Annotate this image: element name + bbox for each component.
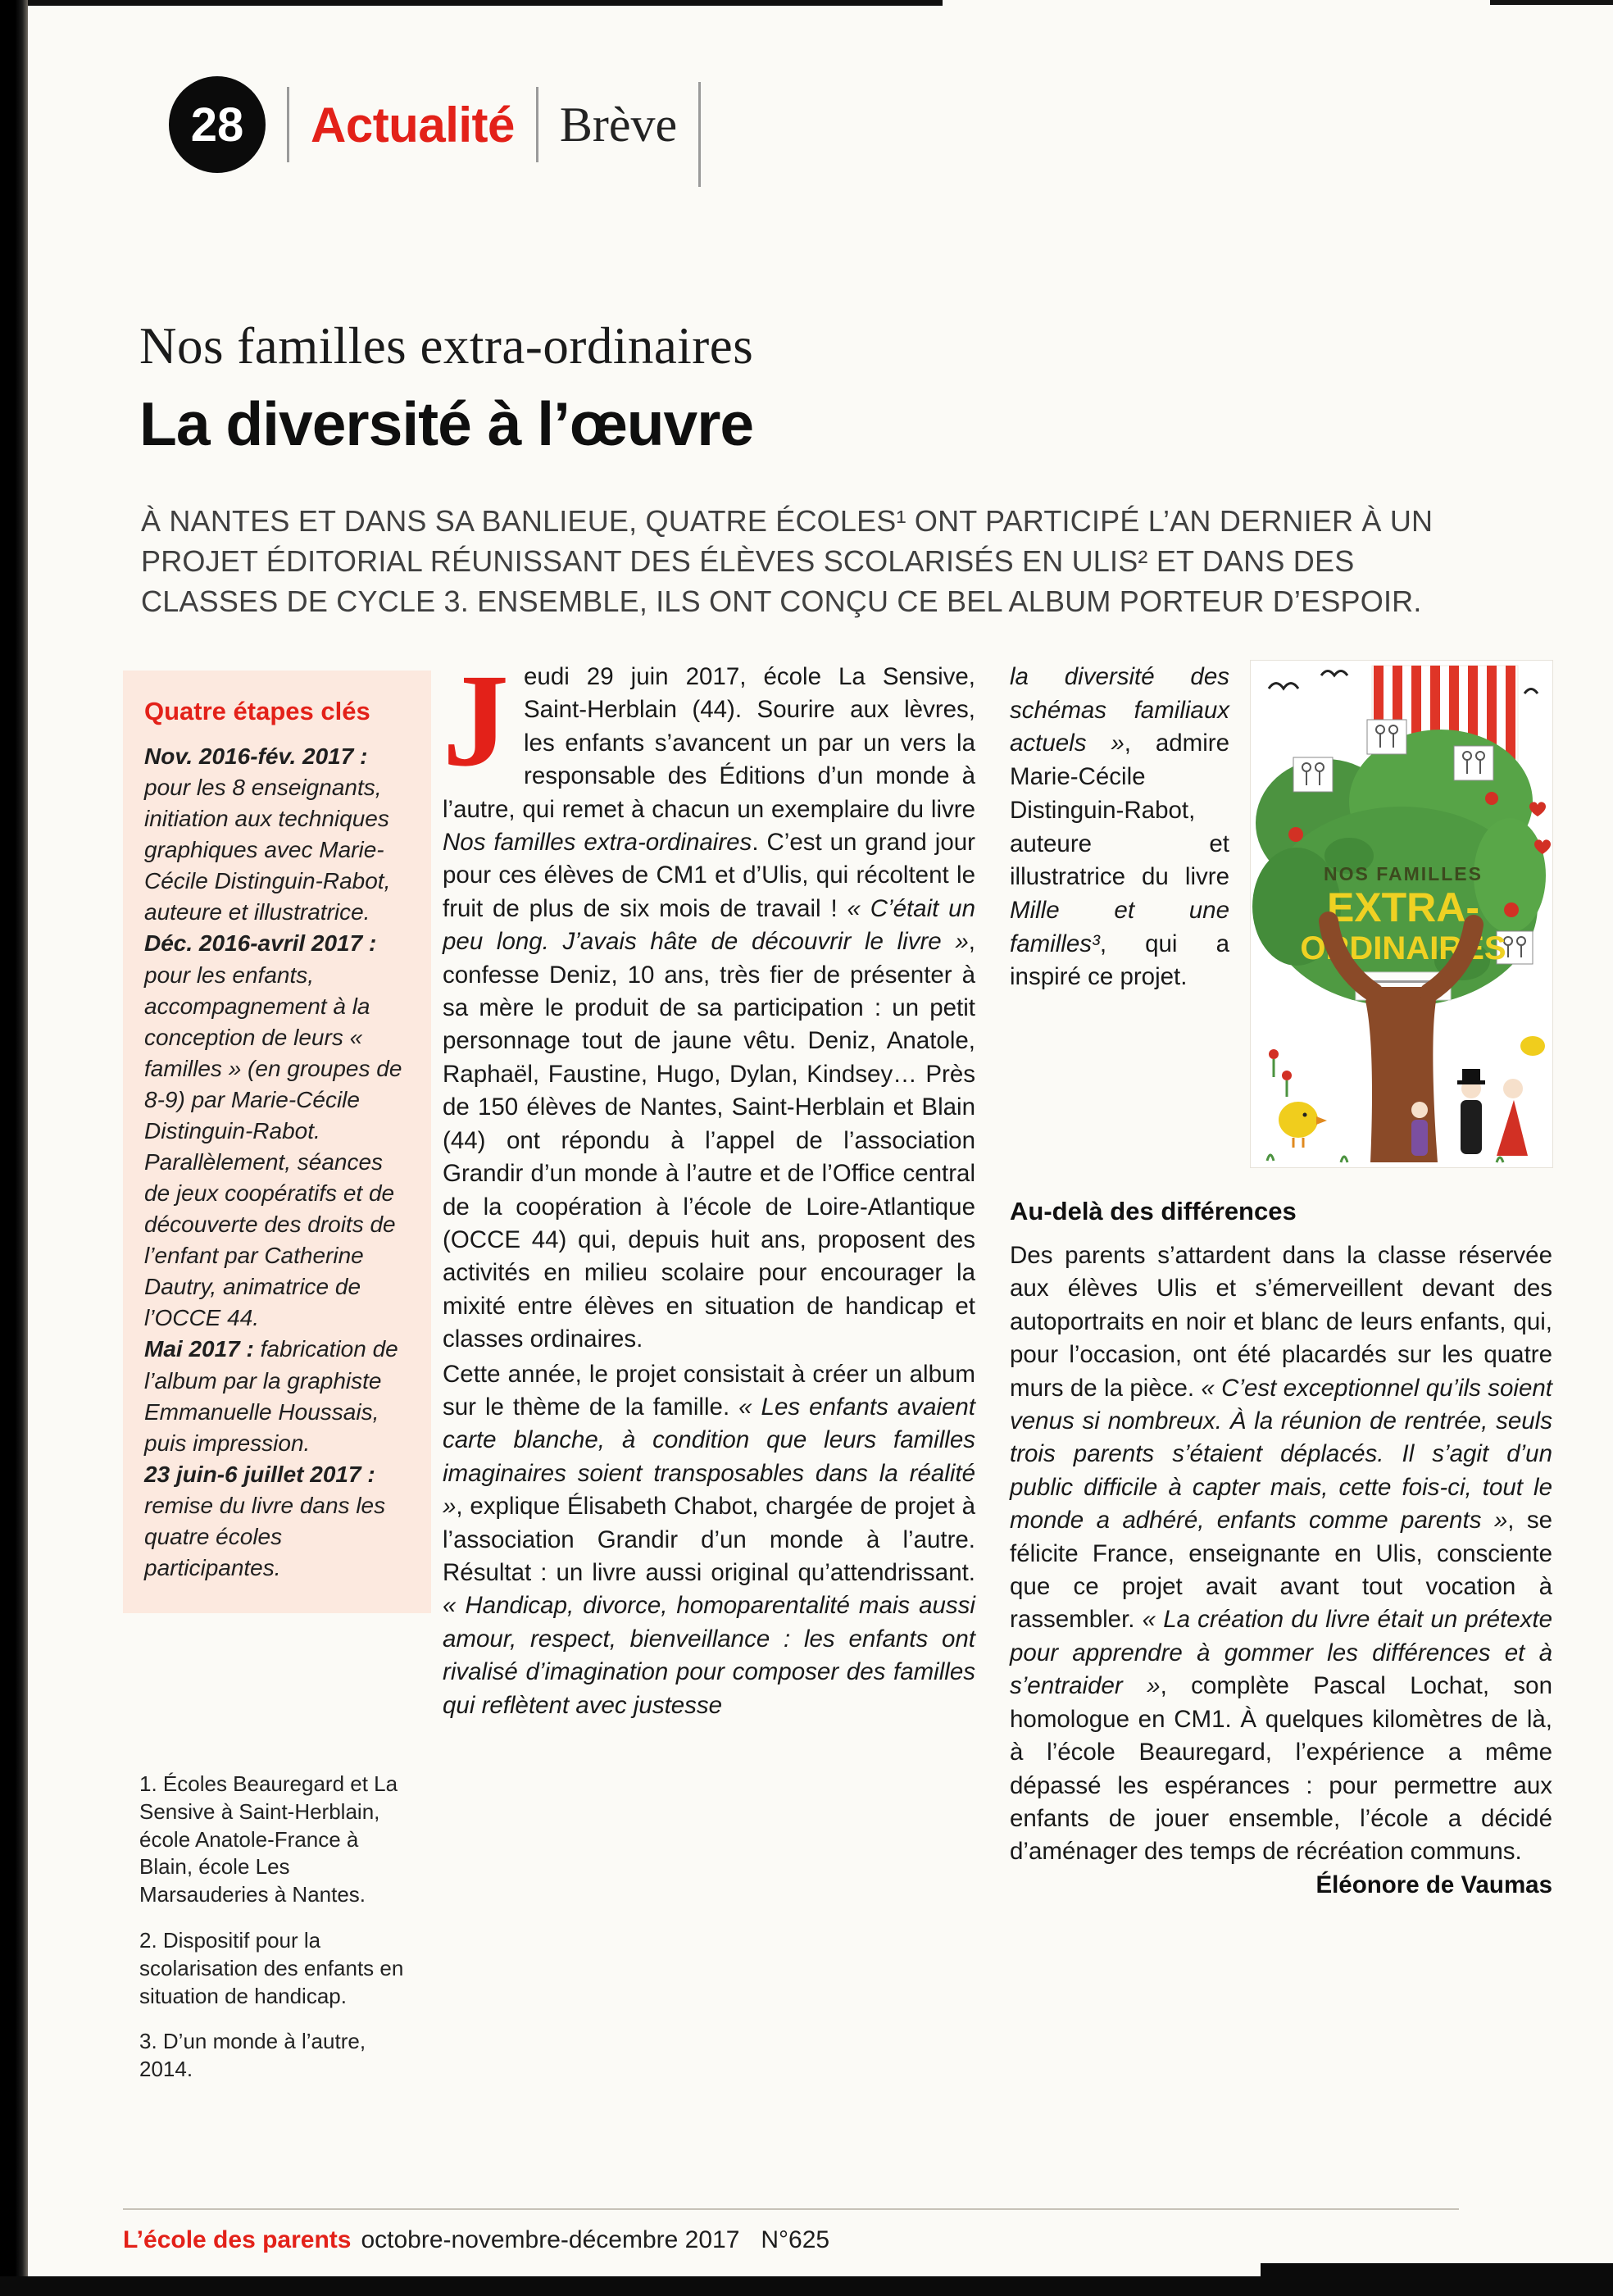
scan-edge-top xyxy=(0,0,943,6)
step-text: remise du livre dans les quatre écoles participantes. xyxy=(144,1492,386,1581)
sidebar-step xyxy=(144,741,410,928)
article-paragraph xyxy=(1010,661,1229,994)
step-date: Déc. 2016-avril 2017 : xyxy=(144,930,377,957)
paragraph-text: Des parents s’attardent dans la classe réservée aux élèves Ulis et s’émerveillent devant des autoportraits en noir et blanc de leurs enfants, qui, pour l’occasion, ont été placardés sur les quatre murs de la pièce. « C’est exceptionnel qu’ils soient venus si nombreux. À la réunion de rentrée, seuls trois parents s’étaient déplacés. Il s’agit d’un public difficile à capter mais, cette fois-ci, tout le monde a adhéré, enfants comme parents », se félicite France, enseignante en Ulis, consciente que ce projet avait avant tout vocation à rassembler. « La création du livre était un prétexte pour apprendre à gommer les différences et à s’entraider », complète Pascal Lochat, son homologue en CM1. À quelques kilomètres de là, à l’école Beauregard, l’expérience a même dépassé les espérances : pour permettre aux enfants de jouer ensemble, l’école a décidé d’aménager des temps de récréation communs. xyxy=(1010,1242,1553,1866)
scan-edge-top-right xyxy=(1490,0,1613,5)
scan-edge-bottom-right xyxy=(1261,2263,1613,2296)
footnote-2: 2. Dispositif pour la scolarisation des enfants en situation de handicap. xyxy=(139,1927,404,2008)
paragraph-text: la diversité des schémas familiaux actuels », admire Marie-Cécile Distinguin-Rabot, auteure et illustratrice du livre Mille et une familles³, qui a inspiré ce projet. xyxy=(1010,663,1229,991)
article-paragraph xyxy=(443,648,975,1357)
header-divider xyxy=(536,87,538,162)
step-date: 23 juin-6 juillet 2017 : xyxy=(144,1461,375,1487)
groom-figure xyxy=(1457,1069,1485,1154)
header-divider xyxy=(698,82,701,187)
issue-date: octobre-novembre-décembre 2017 xyxy=(361,2226,740,2253)
footnote-3: 3. D’un monde à l’autre, 2014. xyxy=(139,2029,366,2082)
article-paragraph xyxy=(1010,1239,1553,1898)
paragraph-text: Cette année, le projet consistait à créer un album sur le thème de la famille. « Les enfants avaient carte blanche, à condition que leurs familles imaginaires soient transposables dans la réalité », explique Élisabeth Chabot, chargée de projet à l’association Grandir d’un monde à l’autre. Résultat : un livre aussi original qu’attendrissant. « Handicap, divorce, homoparentalité mais aussi amour, respect, bienveillance : les enfants ont rivalisé d’imagination pour composer des familles qui reflètent avec justesse xyxy=(443,1360,975,1719)
step-date: Nov. 2016-fév. 2017 : xyxy=(144,743,368,769)
sidebar-step xyxy=(144,1459,410,1584)
step-text: fabrication de l’album par la graphiste Emmanuelle Houssais, puis impression. xyxy=(144,1336,398,1456)
article-main-title: La diversité à l’œuvre xyxy=(139,389,754,458)
book-cover-illustration xyxy=(1251,661,1552,1167)
article-kicker-title: Nos familles extra-ordinaires xyxy=(139,317,754,375)
dropcap-letter: J xyxy=(443,648,509,794)
section-label: Actualité xyxy=(311,97,515,152)
step-text: pour les enfants, accompagnement à la conception de leurs « familles » (en groupes de 8-9) par Marie-Cécile Distinguin-Rabot. Parallèlement, séances de jeux coopératifs et de découverte des droits de l’enfant par Catherine Dautry, animatrice de l’OCCE 44. xyxy=(144,962,402,1331)
article-standfirst: À NANTES ET DANS SA BANLIEUE, QUATRE ÉCOLES¹ ONT PARTICIPÉ L’AN DERNIER À UN PROJET ÉDITORIAL RÉUNISSANT DES ÉLÈVES SCOLARISÉS EN ULIS² ET DANS DES CLASSES DE CYCLE 3. ENSEMBLE, ILS ONT CONÇU CE BEL ALBUM PORTEUR D’ESPOIR. xyxy=(141,504,1434,618)
article-column-middle xyxy=(443,648,975,1722)
right-column-top xyxy=(1010,661,1552,1167)
footnote-1: 1. Écoles Beauregard et La Sensive à Saint-Herblain, école Anatole-France à Blain, école Les Marsauderies à Nantes. xyxy=(139,1771,398,1907)
yellow-bird xyxy=(1520,1036,1545,1056)
magazine-name: L’école des parents xyxy=(123,2226,352,2253)
sidebar-title: Quatre étapes clés xyxy=(144,697,370,725)
page-header xyxy=(169,62,722,187)
author-byline: Éléonore de Vaumas xyxy=(1315,1871,1552,1898)
scan-edge-left xyxy=(0,0,28,2296)
book-title-line3: ORDINAIRES xyxy=(1300,930,1506,966)
paragraph-text: eudi 29 juin 2017, école La Sensive, Saint-Herblain (44). Sourire aux lèvres, les enfants s’avancent un par un vers la responsable des Éditions d’un monde à l’autre, qui remet à chacun un exemplaire du livre Nos familles extra-ordinaires. C’est un grand jour pour ces élèves de CM1 et d’Ulis, qui récoltent le fruit de plus de six mois de travail ! « C’était un peu long. J’avais hâte de découvrir le livre », confesse Deniz, 10 ans, très fier de présenter à sa mère le produit de sa participation : un petit personnage tout de jaune vêtu. Deniz, Anatole, Raphaël, Faustine, Hugo, Dylan, Kindsey… Près de 150 élèves de Nantes, Saint-Herblain et Blain (44) ont répondu à l’appel de l’association Grandir d’un monde à l’autre et de l’Office central de la coopération à l’école de Loire-Atlantique (OCCE 44) qui, depuis huit ans, proposent des activités en milieu scolaire pour encourager la mixité entre élèves en situation de handicap et classes ordinaires. xyxy=(443,663,975,1353)
book-title-line2: EXTRA- xyxy=(1326,884,1480,930)
step-date: Mai 2017 : xyxy=(144,1336,261,1362)
sidebar-step xyxy=(144,1334,410,1458)
page-footer xyxy=(123,2208,1459,2254)
sidebar-step xyxy=(144,928,410,1334)
issue-number: N°625 xyxy=(761,2226,830,2253)
article-column-right xyxy=(1010,661,1552,1902)
page-number-badge: 28 xyxy=(169,76,266,173)
article-subhead: Au-delà des différences xyxy=(1010,1197,1297,1225)
child-figure xyxy=(1411,1102,1428,1156)
book-title-small: NOS FAMILLES xyxy=(1324,863,1483,884)
footnotes xyxy=(139,1771,415,2102)
header-divider xyxy=(287,87,289,162)
key-steps-sidebar xyxy=(123,671,431,1613)
article-paragraph xyxy=(443,1358,975,1722)
rubric-label: Brève xyxy=(559,97,678,152)
step-text: pour les 8 enseignants, initiation aux techniques graphiques avec Marie-Cécile Distinguin-Rabot, auteure et illustratrice. xyxy=(144,775,391,925)
